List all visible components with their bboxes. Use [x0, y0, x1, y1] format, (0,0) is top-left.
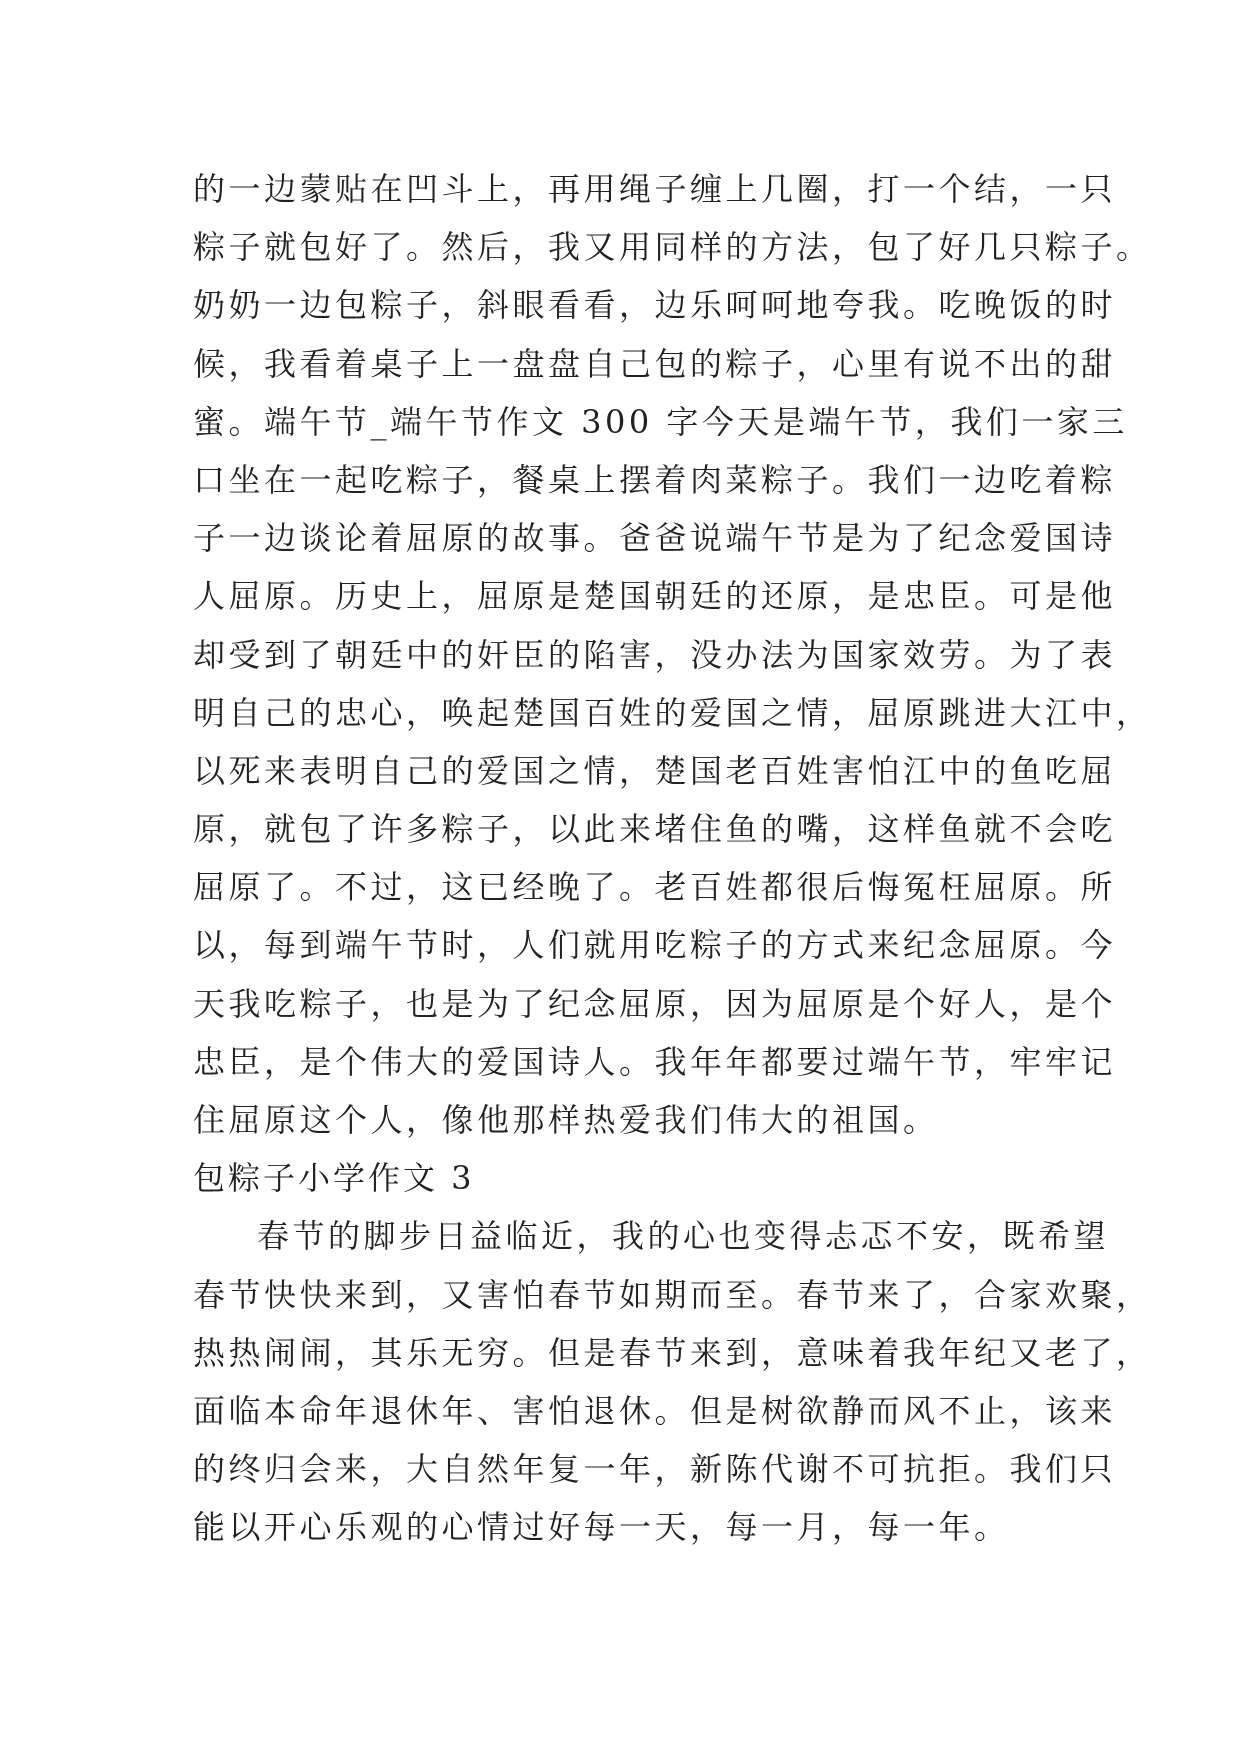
text-line: 粽子就包好了。然后，我又用同样的方法，包了好几只粽子。 — [193, 228, 1152, 267]
text-line: 的终归会来，大自然年复一年，新陈代谢不可抗拒。我们只 — [193, 1450, 1117, 1489]
text-line: 天我吃粽子，也是为了纪念屈原，因为屈原是个好人，是个 — [193, 984, 1117, 1023]
text-line: 热热闹闹，其乐无穷。但是春节来到，意味着我年纪又老了， — [193, 1333, 1152, 1372]
text-line: 子一边谈论着屈原的故事。爸爸说端午节是为了纪念爱国诗 — [193, 519, 1117, 558]
text-line: 奶奶一边包粽子，斜眼看看，边乐呵呵地夸我。吃晚饭的时 — [193, 286, 1117, 325]
text-line: 却受到了朝廷中的奸臣的陷害，没办法为国家效劳。为了表 — [193, 635, 1117, 674]
text-line: 以死来表明自己的爱国之情，楚国老百姓害怕江中的鱼吃屈 — [193, 751, 1117, 790]
text-line: 明自己的忠心，唤起楚国百姓的爱国之情，屈原跳进大江中， — [193, 693, 1152, 732]
paragraph-spring-festival — [193, 1207, 1152, 1556]
text-line: 以，每到端午节时，人们就用吃粽子的方式来纪念屈原。今 — [193, 926, 1117, 965]
text-line: 住屈原这个人，像他那样热爱我们伟大的祖国。 — [193, 1101, 939, 1139]
text-line: 春节的脚步日益临近，我的心也变得忐忑不安，既希望 — [257, 1217, 1110, 1256]
text-line: 蜜。端午节_端午节作文 300 字今天是端午节，我们一家三 — [193, 402, 1128, 441]
text-line: 口坐在一起吃粽子，餐桌上摆着肉菜粽子。我们一边吃着粽 — [193, 460, 1117, 499]
section-heading: 包粽子小学作文 3 — [193, 1159, 475, 1198]
text-line: 春节快快来到，又害怕春节如期而至。春节来了，合家欢聚， — [193, 1275, 1152, 1314]
text-line: 候，我看着桌子上一盘盘自己包的粽子，心里有说不出的甜 — [193, 344, 1117, 383]
text-line: 能以开心乐观的心情过好每一天，每一月，每一年。 — [193, 1508, 1010, 1547]
text-line: 人屈原。历史上，屈原是楚国朝廷的还原，是忠臣。可是他 — [193, 577, 1117, 616]
text-line: 的一边蒙贴在凹斗上，再用绳子缠上几圈，打一个结，一只 — [193, 170, 1117, 208]
paragraph-continued — [193, 160, 1152, 1149]
text-line: 原，就包了许多粽子，以此来堵住鱼的嘴，这样鱼就不会吃 — [193, 810, 1117, 849]
text-line: 忠臣，是个伟大的爱国诗人。我年年都要过端午节，牢牢记 — [193, 1042, 1117, 1081]
text-line: 面临本命年退休年、害怕退休。但是树欲静而风不止，该来 — [193, 1391, 1117, 1430]
document-body — [193, 160, 1152, 1557]
text-line: 屈原了。不过，这已经晚了。老百姓都很后悔冤枉屈原。所 — [193, 868, 1117, 907]
